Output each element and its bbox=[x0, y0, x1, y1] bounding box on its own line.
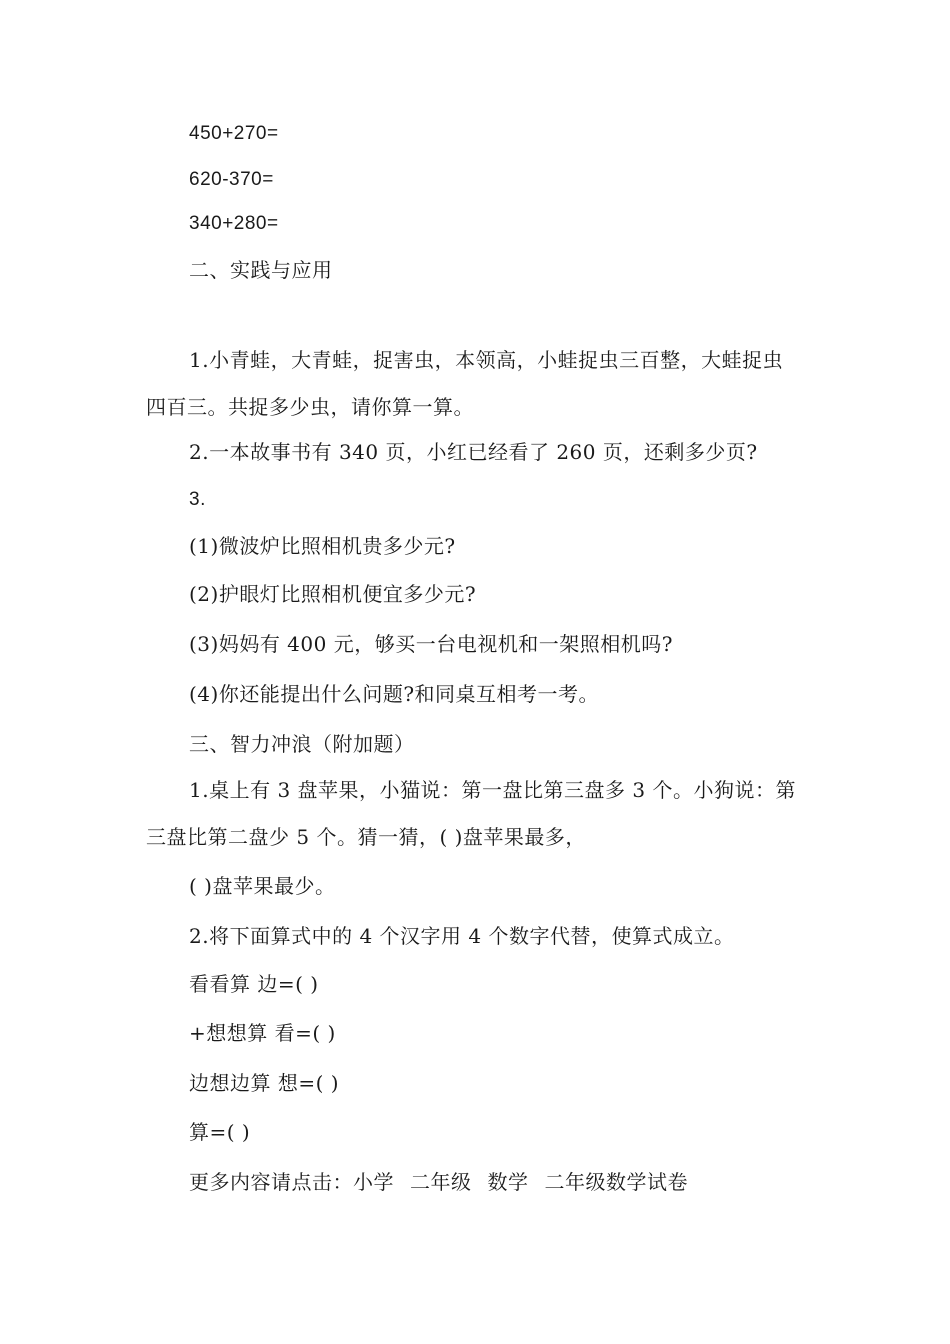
puzzle-1-line-1: 1.桌上有 3 盘苹果，小猫说：第一盘比第三盘多 3 个。小狗说：第 bbox=[189, 778, 796, 802]
section-2-heading: 二、实践与应用 bbox=[189, 258, 333, 282]
question-1: (1)微波炉比照相机贵多少元? bbox=[189, 534, 456, 558]
more-content-prefix: 更多内容请点击： bbox=[189, 1170, 353, 1194]
puzzle-1-line-2: 三盘比第二盘少 5 个。猜一猜，( )盘苹果最多， bbox=[146, 825, 586, 849]
problem-1-line-2: 四百三。共捉多少虫，请你算一算。 bbox=[146, 395, 474, 419]
problem-1-line-1: 1.小青蛙，大青蛙，捉害虫，本领高，小蛙捉虫三百整，大蛙捉虫 bbox=[189, 348, 784, 372]
link-grade-two-math-exam[interactable]: 二年级数学试卷 bbox=[544, 1170, 688, 1194]
more-content-line bbox=[189, 1172, 688, 1192]
link-grade-two[interactable]: 二年级 bbox=[410, 1170, 472, 1194]
equation-4: 算=( ) bbox=[189, 1120, 251, 1144]
calc-1: 450+270= bbox=[189, 123, 279, 144]
calc-3: 340+280= bbox=[189, 213, 279, 234]
section-3-heading: 三、智力冲浪（附加题） bbox=[189, 732, 415, 756]
equation-1: 看看算 边=( ) bbox=[189, 972, 319, 996]
link-primary-school[interactable]: 小学 bbox=[353, 1170, 394, 1194]
equation-2: +想想算 看=( ) bbox=[189, 1021, 336, 1045]
puzzle-1-line-3: ( )盘苹果最少。 bbox=[189, 874, 336, 898]
equation-3: 边想边算 想=( ) bbox=[189, 1071, 340, 1095]
puzzle-2: 2.将下面算式中的 4 个汉字用 4 个数字代替，使算式成立。 bbox=[189, 924, 735, 948]
link-math[interactable]: 数学 bbox=[487, 1170, 529, 1194]
problem-3: 3. bbox=[189, 489, 206, 510]
problem-2: 2.一本故事书有 340 页，小红已经看了 260 页，还剩多少页? bbox=[189, 440, 758, 464]
question-4: (4)你还能提出什么问题?和同桌互相考一考。 bbox=[189, 682, 600, 706]
question-2: (2)护眼灯比照相机便宜多少元? bbox=[189, 582, 477, 606]
calc-2: 620-370= bbox=[189, 169, 274, 190]
question-3: (3)妈妈有 400 元，够买一台电视机和一架照相机吗? bbox=[189, 632, 673, 656]
